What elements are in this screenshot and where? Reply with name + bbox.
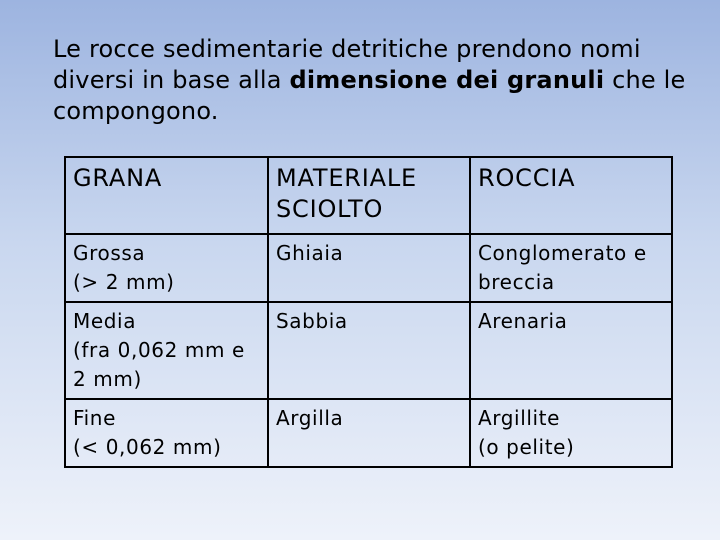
cell-line: Fine — [73, 406, 116, 430]
grana-cell — [65, 399, 268, 467]
cell-line: Argillite — [477, 406, 561, 430]
materiale-cell — [268, 399, 470, 467]
header-cell-materiale-sciolto — [268, 157, 470, 234]
header-roccia-line: ROCCIA — [477, 164, 576, 192]
cell-line: (o pelite) — [477, 435, 575, 459]
cell-line: Sabbia — [276, 309, 348, 333]
intro-text-part1: Le rocce sedimentarie detritiche prendono nomi diversi in base alla — [53, 35, 641, 94]
materiale-cell — [268, 302, 470, 399]
grain-size-table — [64, 156, 673, 468]
cell-line: Conglomerato e — [477, 241, 647, 265]
intro-text-part2: che le compongono. — [53, 66, 686, 125]
intro-text-bold: dimensione dei granuli — [289, 66, 605, 94]
cell-line: Ghiaia — [276, 241, 344, 265]
header-grana-line: GRANA — [73, 164, 163, 192]
cell-line: (fra 0,062 mm e — [73, 338, 245, 362]
cell-line: Argilla — [276, 406, 344, 430]
table-row — [65, 399, 672, 467]
cell-line: 2 mm) — [73, 367, 142, 391]
intro-paragraph — [53, 34, 703, 127]
grana-cell — [65, 302, 268, 399]
table-row — [65, 234, 672, 302]
cell-line: Grossa — [73, 241, 146, 265]
table-row — [65, 302, 672, 399]
header-cell-grana — [65, 157, 268, 234]
cell-line: Media — [73, 309, 137, 333]
grana-cell — [65, 234, 268, 302]
cell-line: Arenaria — [477, 309, 568, 333]
cell-line: (> 2 mm) — [73, 270, 175, 294]
table-header-row — [65, 157, 672, 234]
header-cell-roccia — [470, 157, 672, 234]
materiale-cell — [268, 234, 470, 302]
cell-line: (< 0,062 mm) — [73, 435, 222, 459]
roccia-cell — [470, 302, 672, 399]
header-materiale-line-1: MATERIALE — [276, 164, 417, 192]
roccia-cell — [470, 234, 672, 302]
roccia-cell — [470, 399, 672, 467]
header-materiale-line-2: SCIOLTO — [276, 195, 384, 223]
cell-line: breccia — [477, 270, 555, 294]
